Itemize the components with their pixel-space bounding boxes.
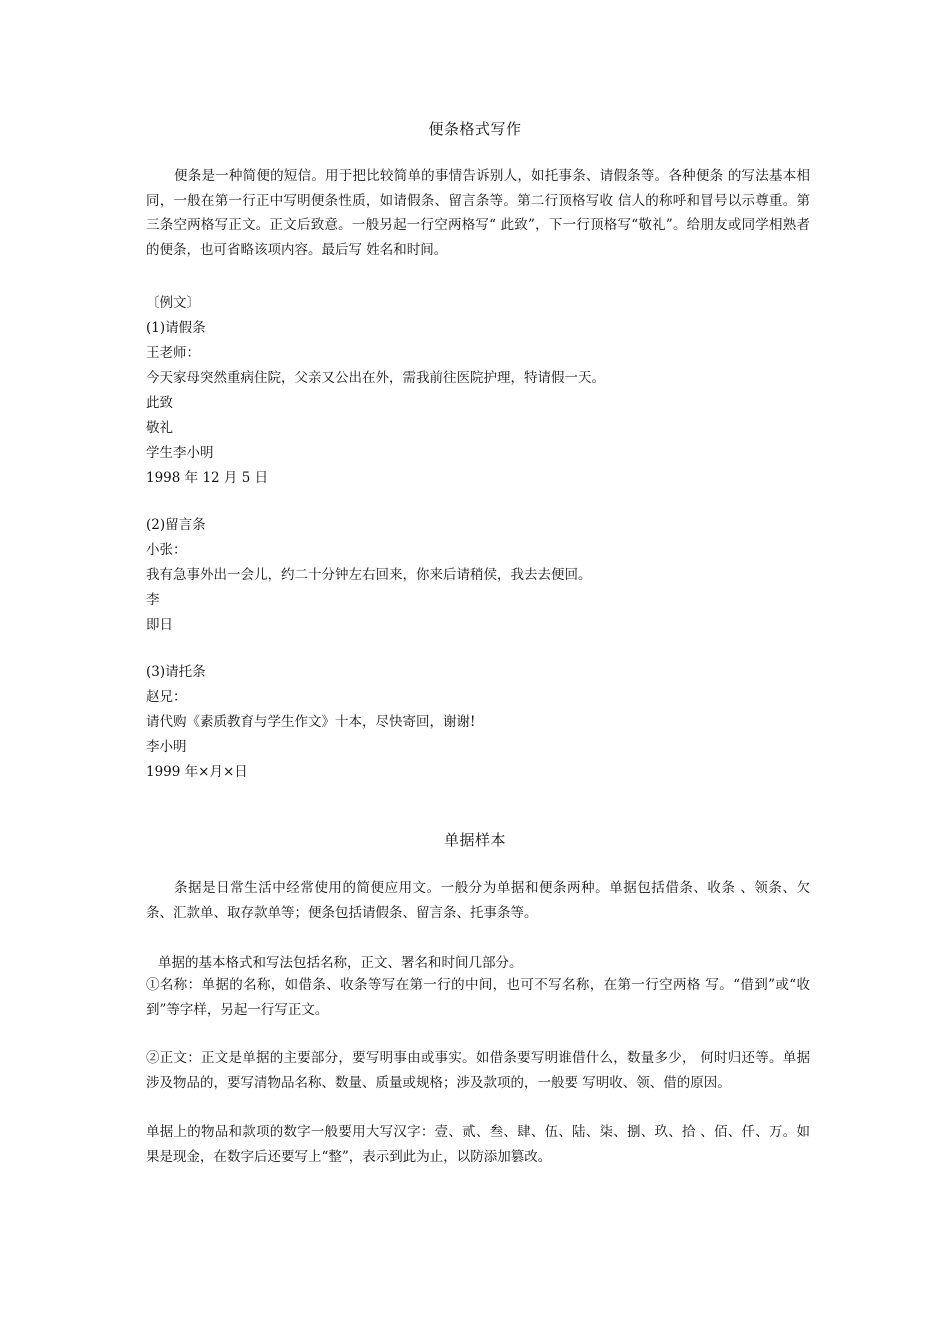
receipt-point-body: ②正文：正文是单据的主要部分，要写明事由或事实。如借条要写明谁借什么，数量多少， 何时归还等。单据涉及物品的，要写清物品名称、数量、质量或规格；涉及款项的，一般要 写明收、领、借的原因。 [146,1050,810,1091]
example2-heading: (2)留言条 [146,517,206,533]
example1-body: 今天家母突然重病住院，父亲又公出在外，需我前往医院护理，特请假一天。 [146,370,605,386]
example1-heading: (1)请假条 [146,320,206,336]
example3-heading: (3)请托条 [146,664,206,680]
example2-body: 我有急事外出一会儿，约二十分钟左右回来，你来后请稍侯，我去去便回。 [146,567,592,583]
example3-body: 请代购《素质教育与学生作文》十本，尽快寄回，谢谢! [146,714,476,730]
note-format-intro: 便条是一种简便的短信。用于把比较简单的事情告诉别人，如托事条、请假条等。各种便条 的写法基本相同，一般在第一行正中写明便条性质，如请假条、留言条等。第二行顶格写收 信人的称呼和冒号以示尊重。第三条空两格写正文。正文后致意。一般另起一行空两格写“ 此致”，下一行顶格写“敬礼”。给朋友或同学相熟者的便条，也可省略该项内容。最后写 姓名和时间。 [146,168,810,258]
receipt-point-name: ①名称：单据的名称，如借条、收条等写在第一行的中间，也可不写名称，在第一行空两格 写。“借到”或“收到”等字样，另起一行写正文。 [146,977,810,1018]
example1-signature: 学生李小明 [146,445,214,461]
example2-date: 即日 [146,617,173,633]
example3-signature: 李小明 [146,739,187,755]
example1-salutation: 王老师： [146,345,200,361]
section-title-note-format: 便条格式写作 [428,120,522,138]
example3-salutation: 赵兄： [146,689,187,705]
example2-signature: 李 [146,592,160,608]
example1-closing-2: 敬礼 [146,420,173,436]
section-title-receipt-sample: 单据样本 [443,831,506,849]
example3-date: 1999 年×月×日 [146,764,248,780]
receipt-format-line: 单据的基本格式和写法包括名称，正文、署名和时间几部分。 [158,955,523,971]
receipt-intro: 条据是日常生活中经常使用的简便应用文。一般分为单据和便条两种。单据包括借条、收条 、领条、欠条、汇款单、取存款单等；便条包括请假条、留言条、托事条等。 [146,880,810,921]
example1-date: 1998 年 12 月 5 日 [146,470,269,486]
example-label: 〔例文〕 [146,295,200,311]
example1-closing-1: 此致 [146,395,173,411]
example2-salutation: 小张： [146,542,187,558]
receipt-numbers-note: 单据上的物品和款项的数字一般要用大写汉字：壹、贰、叁、肆、伍、陆、柒、捌、玖、拾 、佰、仟、万。如果是现金，在数字后还要写上“整”，表示到此为止，以防添加篡改。 [146,1124,810,1165]
